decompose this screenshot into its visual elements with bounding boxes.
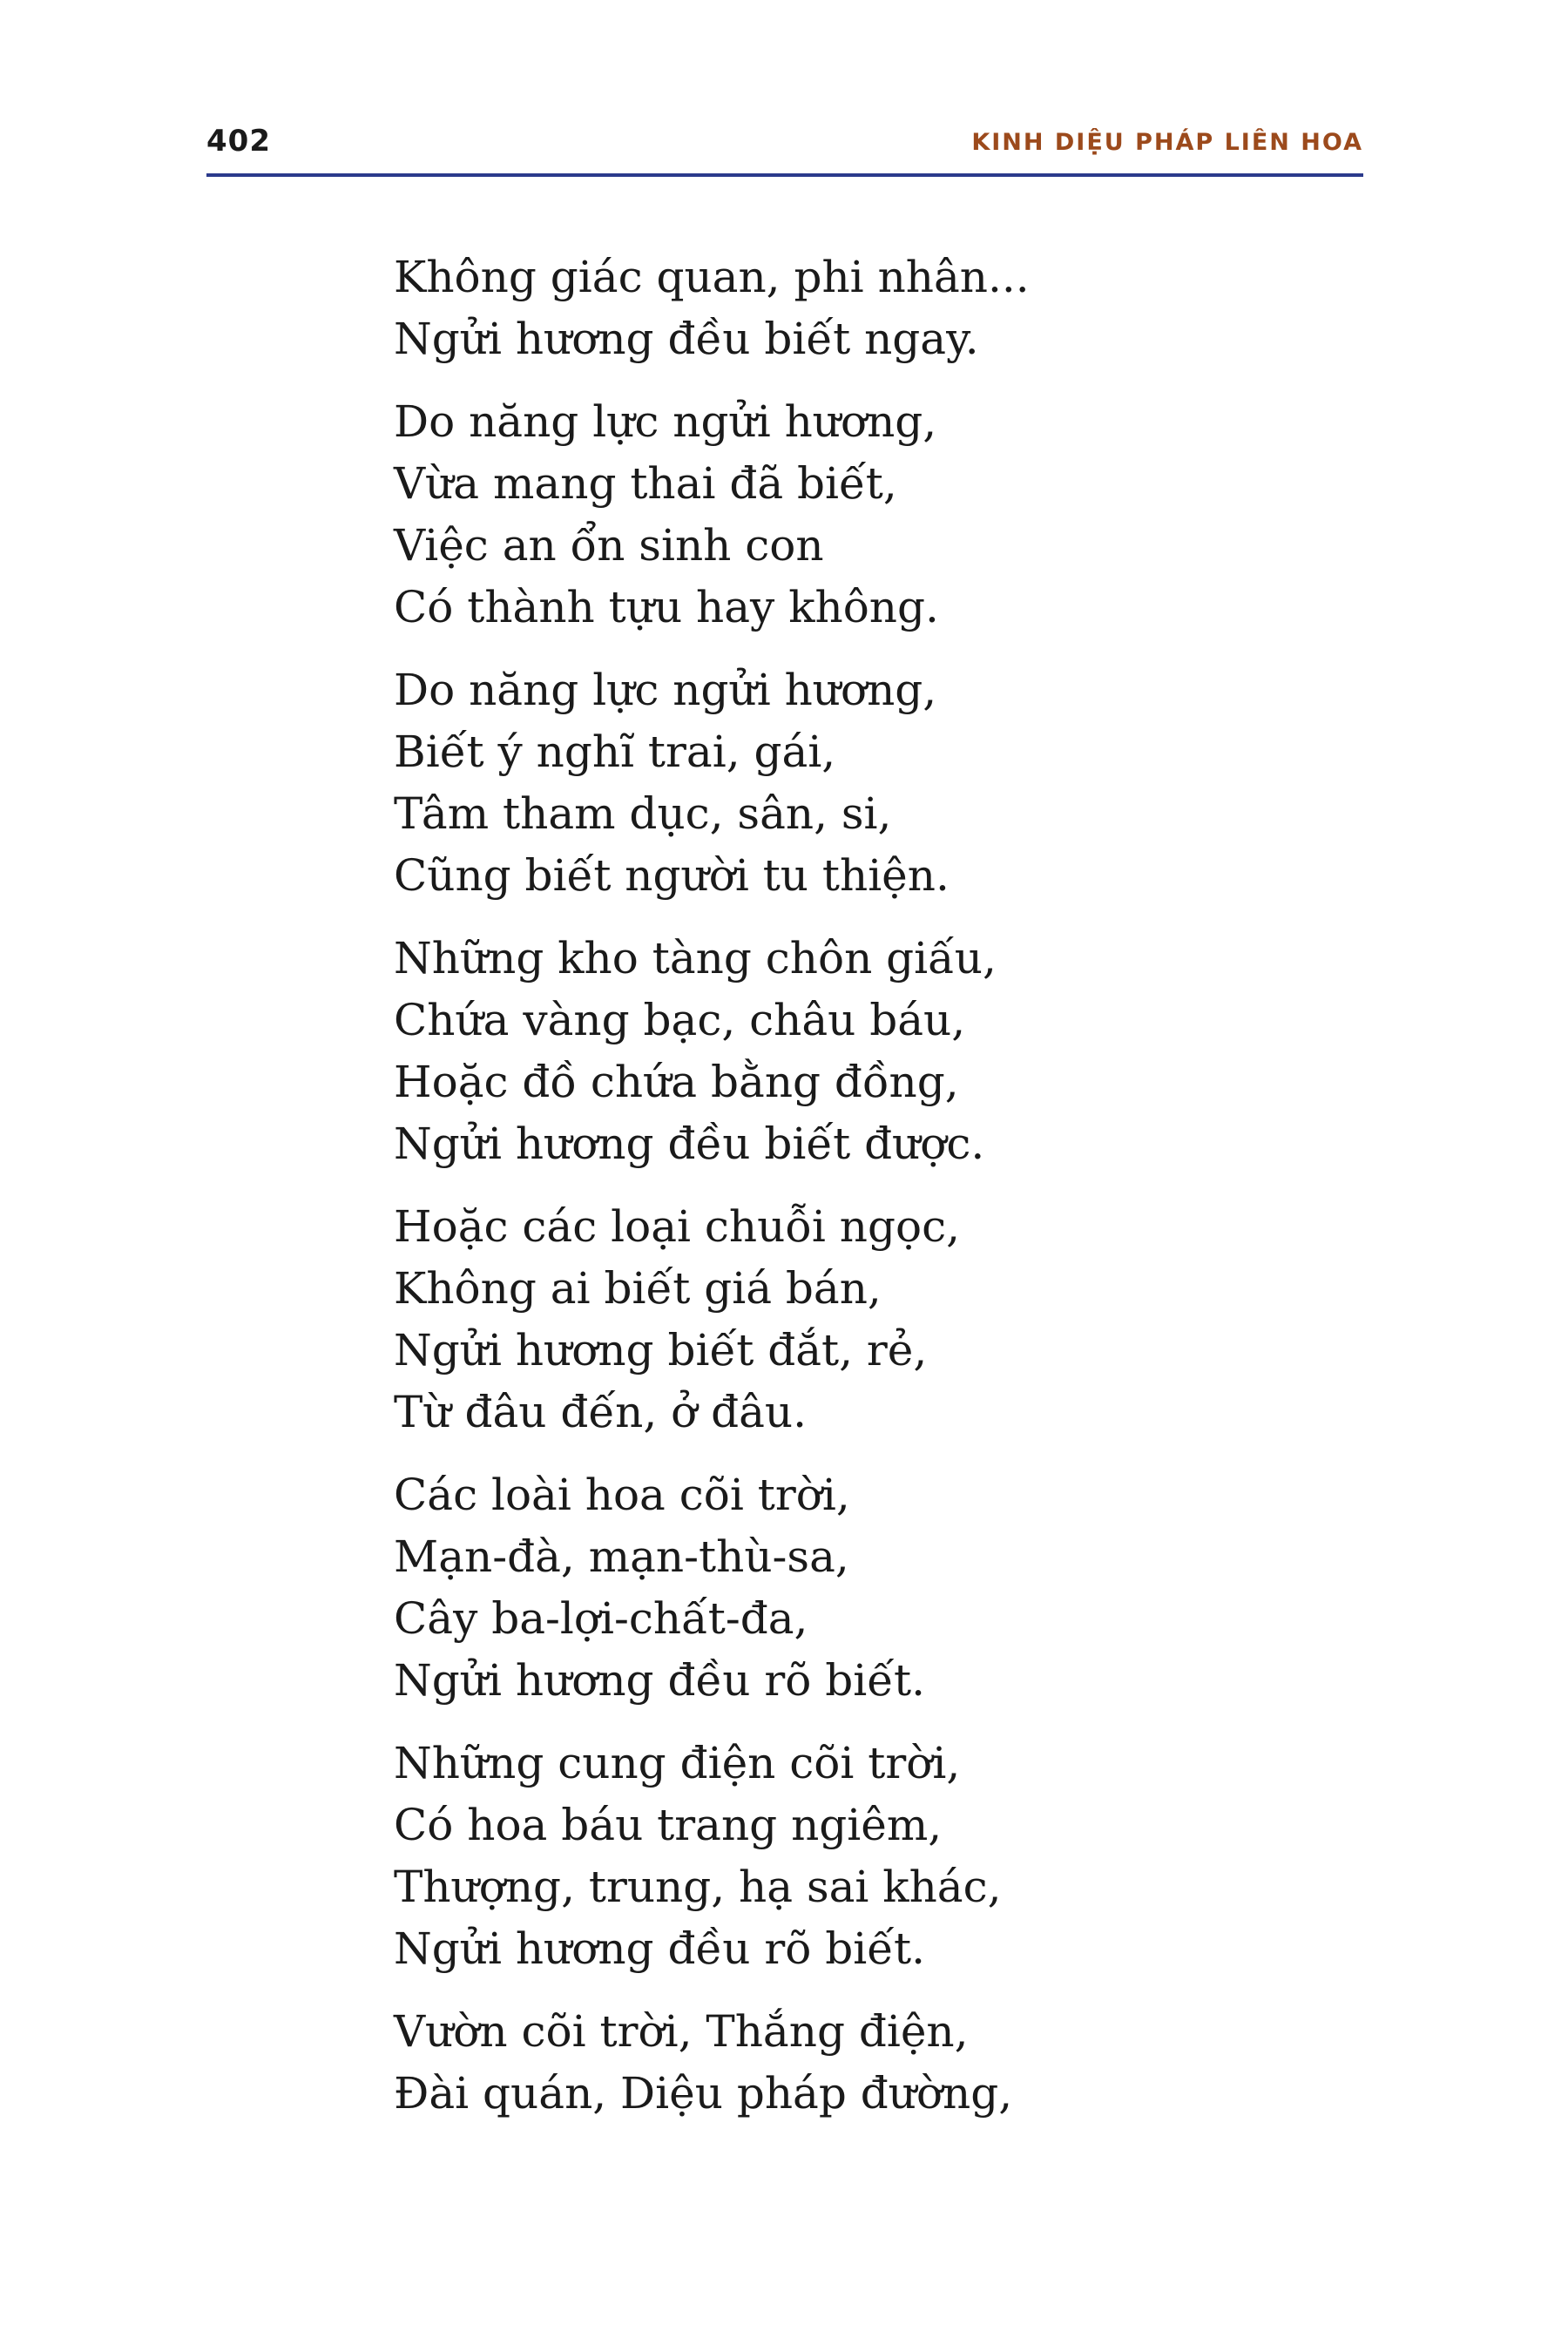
stanza-8 bbox=[394, 2001, 1265, 2125]
stanza-1 bbox=[394, 247, 1265, 370]
poem-line: Vừa mang thai đã biết, bbox=[394, 458, 897, 509]
poem-line: Ngửi hương đều rõ biết. bbox=[394, 1923, 925, 1974]
poem-line: Mạn-đà, mạn-thù-sa, bbox=[394, 1531, 849, 1582]
stanza-7 bbox=[394, 1733, 1265, 1980]
poem-line: Không giác quan, phi nhân... bbox=[394, 252, 1030, 302]
poem-line: Thượng, trung, hạ sai khác, bbox=[394, 1862, 1002, 1912]
poem-line: Những cung điện cõi trời, bbox=[394, 1738, 961, 1788]
poem-line: Hoặc đồ chứa bằng đồng, bbox=[394, 1057, 959, 1107]
poem-line: Việc an ổn sinh con bbox=[394, 520, 824, 571]
poem-line: Cây ba-lợi-chất-đa, bbox=[394, 1593, 808, 1644]
poem-line: Do năng lực ngửi hương, bbox=[394, 396, 937, 447]
poem-line: Có thành tựu hay không. bbox=[394, 582, 939, 632]
running-title: KINH DIỆU PHÁP LIÊN HOA bbox=[971, 129, 1363, 156]
stanza-2 bbox=[394, 391, 1265, 639]
stanza-5 bbox=[394, 1196, 1265, 1443]
poem-line: Chứa vàng bạc, châu báu, bbox=[394, 995, 966, 1045]
header-divider bbox=[206, 173, 1363, 177]
poem-line: Ngửi hương đều biết ngay. bbox=[394, 314, 979, 364]
poem-line: Những kho tàng chôn giấu, bbox=[394, 933, 997, 983]
poem-line: Đài quán, Diệu pháp đường, bbox=[394, 2068, 1013, 2119]
stanza-4 bbox=[394, 928, 1265, 1175]
poem-line: Có hoa báu trang ngiêm, bbox=[394, 1800, 943, 1850]
page-number: 402 bbox=[206, 124, 271, 159]
poem-line: Ngửi hương đều rõ biết. bbox=[394, 1655, 925, 1706]
poem-body bbox=[394, 247, 1265, 2146]
poem-line: Từ đâu đến, ở đâu. bbox=[394, 1387, 808, 1437]
page-header bbox=[206, 122, 1363, 174]
poem-line: Vườn cõi trời, Thắng điện, bbox=[394, 2006, 969, 2057]
poem-line: Không ai biết giá bán, bbox=[394, 1263, 882, 1314]
poem-line: Tâm tham dục, sân, si, bbox=[394, 788, 892, 839]
poem-line: Ngửi hương biết đắt, rẻ, bbox=[394, 1325, 928, 1375]
poem-line: Do năng lực ngửi hương, bbox=[394, 665, 937, 715]
stanza-6 bbox=[394, 1464, 1265, 1712]
poem-line: Các loài hoa cõi trời, bbox=[394, 1470, 850, 1520]
poem-line: Ngửi hương đều biết được. bbox=[394, 1119, 985, 1169]
poem-line: Cũng biết người tu thiện. bbox=[394, 850, 950, 901]
stanza-3 bbox=[394, 659, 1265, 907]
poem-line: Biết ý nghĩ trai, gái, bbox=[394, 727, 836, 777]
poem-line: Hoặc các loại chuỗi ngọc, bbox=[394, 1201, 960, 1252]
